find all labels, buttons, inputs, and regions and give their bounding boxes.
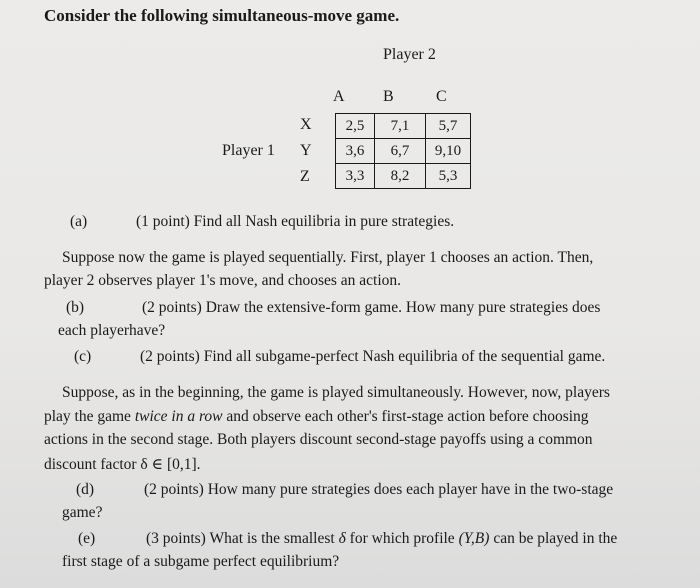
payoff-row (336, 139, 471, 164)
part-d-line2: game? (62, 504, 103, 521)
part-b-tag: (b) (66, 299, 85, 316)
payoff-row (336, 164, 471, 189)
repeated-intro-line4: discount factor δ ∈ [0,1]. (44, 456, 201, 473)
payoff-cell: 9,10 (426, 139, 471, 164)
col-label-c: C (436, 88, 447, 105)
payoff-cell: 7,1 (375, 114, 426, 139)
part-e-tag: (e) (78, 530, 96, 547)
repeated-intro-line1: Suppose, as in the beginning, the game is played simultaneously. However, now, players (62, 384, 610, 401)
part-d-tag: (d) (76, 481, 95, 498)
part-e-line1: (3 points) What is the smallest δ for which profile (Y,B) can be played in the (146, 530, 618, 547)
payoff-matrix (335, 113, 471, 189)
repeated-intro-line3: actions in the second stage. Both players discount second-stage payoffs using a common (44, 431, 593, 448)
sequential-intro-line1: Suppose now the game is played sequentially. First, player 1 chooses an action. Then, (62, 249, 594, 266)
payoff-cell: 2,5 (336, 114, 375, 139)
part-a-text: (1 point) Find all Nash equilibria in pure strategies. (136, 213, 455, 230)
payoff-row (336, 114, 471, 139)
player2-label: Player 2 (383, 46, 436, 63)
payoff-cell: 3,3 (336, 164, 375, 189)
part-b-line2: each playerhave? (58, 322, 166, 339)
part-a-tag: (a) (70, 213, 88, 230)
sequential-intro-line2: player 2 observes player 1's move, and chooses an action. (44, 272, 402, 289)
col-label-a: A (333, 88, 345, 105)
part-e-line2: first stage of a subgame perfect equilibrium? (62, 553, 340, 570)
heading: Consider the following simultaneous-move game. (44, 6, 400, 25)
row-label-x: X (300, 116, 312, 133)
player1-label: Player 1 (222, 142, 275, 159)
part-c-text: (2 points) Find all subgame-perfect Nash equilibria of the sequential game. (140, 348, 606, 365)
payoff-cell: 5,3 (426, 164, 471, 189)
col-label-b: B (383, 88, 394, 105)
part-c-tag: (c) (74, 348, 92, 365)
repeated-intro-line2: play the game twice in a row and observe each other's first-stage action before choosing (44, 408, 589, 425)
payoff-cell: 8,2 (375, 164, 426, 189)
payoff-cell: 3,6 (336, 139, 375, 164)
payoff-cell: 5,7 (426, 114, 471, 139)
part-d-line1: (2 points) How many pure strategies does each player have in the two-stage (144, 481, 614, 498)
row-label-z: Z (300, 168, 310, 185)
payoff-cell: 6,7 (375, 139, 426, 164)
part-b-line1: (2 points) Draw the extensive-form game. How many pure strategies does (142, 299, 601, 316)
row-label-y: Y (300, 142, 312, 159)
